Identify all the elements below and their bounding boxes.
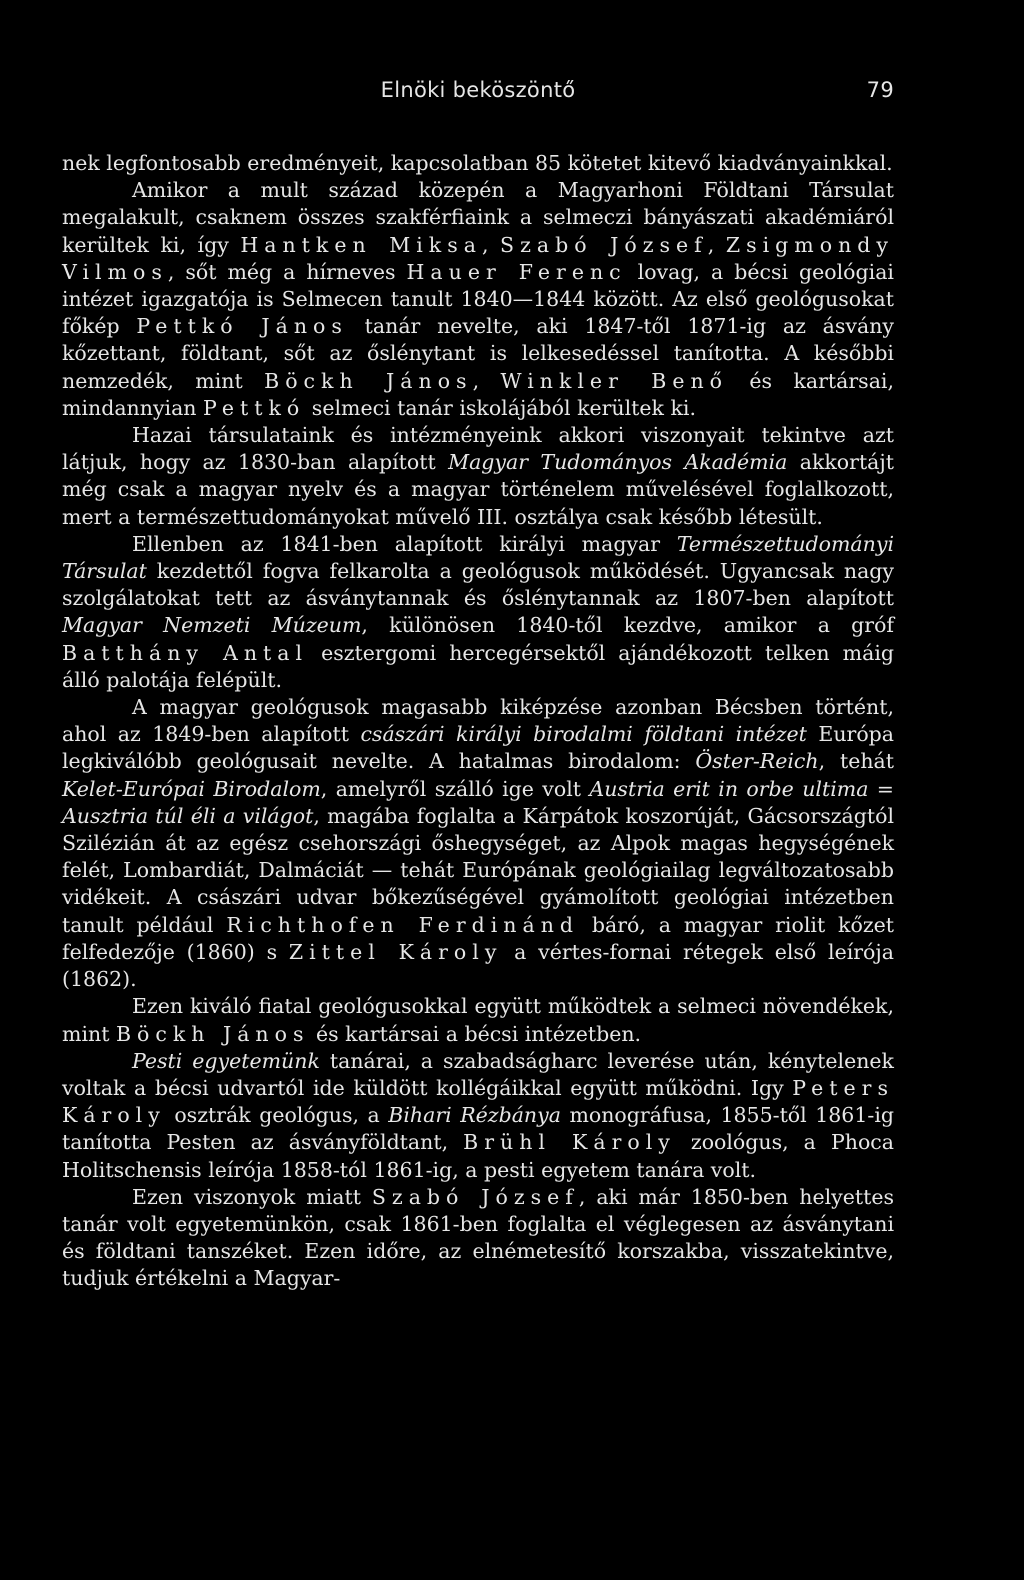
text-run: és kartársai a bécsi intézetben. (309, 1021, 642, 1046)
spaced-name: Pettkó (203, 395, 306, 420)
spaced-name: Szabó József (500, 232, 708, 257)
text-run: , tehát (818, 749, 894, 774)
text-run: és kartársai, mindannyian (62, 368, 894, 420)
text-run: akkortájt még csak a magyar nyelv és a magyar történelem művelésével foglalkozott, mert a természettudományokat művelő III. osztálya csak később létesült. (62, 450, 895, 529)
italic-title: Bihari Rézbánya (388, 1103, 561, 1128)
text-run: , sőt még a hírneves (167, 259, 407, 284)
text-run: , magába foglalta a Kárpátok koszorúját, Gácsországtól Szilézián át az egész csehországi őshegységet, az Alpok magas hegységének felét, Lombardiát, Dalmáciát — tehát Európának geológiailag legváltozatosabb vidékeit. A császári udvar bőkezűségével gyámolított geológiai intézetben tanult például (62, 803, 895, 937)
paragraph (62, 993, 894, 1047)
text-run: monográfusa, 1855-től 1861-ig tanította Pesten az ásványföldtant, (62, 1103, 894, 1155)
body-text (62, 150, 894, 1293)
paragraph (62, 1184, 894, 1293)
text-run: tanár nevelte, aki 1847-től 1871-ig az ásvány kőzettant, földtant, sőt az őslénytant is lelkesedéssel tanította. A későbbi nemzedék, mint (62, 314, 894, 393)
paragraph (62, 531, 894, 694)
spaced-name: Böckh János (115, 1021, 310, 1046)
text-run: osztrák geológus, a (165, 1103, 389, 1128)
text-run: a vértes-fornai rétegek első leírója (1862). (62, 939, 894, 992)
text-run: Európa legkiválóbb geológusait nevelte. A hatalmas birodalom: (62, 722, 895, 774)
spaced-name: Zittel Károly (288, 939, 503, 964)
page-header (62, 76, 894, 110)
paragraph (62, 694, 894, 993)
spaced-name: Winkler Benő (500, 368, 729, 393)
text-run: nek legfontosabb eredményeit, kapcsolatban 85 kötetet kitevő kiadványainkkal. (62, 151, 893, 175)
text-run: , (472, 368, 501, 393)
italic-title: császári királyi birodalmi földtani intézet (360, 722, 807, 747)
italic-title: Kelet-Európai Birodalom (62, 776, 321, 801)
italic-title: Austria erit in orbe ultima = Ausztria túl éli a világot (62, 776, 894, 828)
text-run: esztergomi hercegérsektől ajándékozott telken máig álló palotája felépült. (62, 640, 895, 692)
text-run: selmeci tanár iskolájából kerültek ki. (305, 395, 696, 420)
text-run: , amelyről szálló ige volt (320, 776, 590, 801)
book-page (62, 76, 894, 1566)
italic-title: Természettudományi Társulat (62, 531, 894, 584)
spaced-name: Zsigmondy Vilmos (62, 232, 894, 284)
spaced-name: Pettkó János (136, 314, 348, 339)
spaced-name: Böckh János (264, 368, 473, 393)
text-run: , (707, 232, 726, 257)
italic-title: Pesti egyetemünk (132, 1048, 320, 1073)
italic-title: Magyar Nemzeti Múzeum (62, 613, 362, 638)
page-number: 79 (866, 78, 894, 102)
text-run: Ezen viszonyok miatt (132, 1184, 372, 1209)
text-run: Hazai társulataink és intézményeink akkori viszonyait tekintve azt látjuk, hogy az 1830-ban alapított (62, 423, 894, 475)
text-run: lovag, a bécsi geológiai intézet igazgatója is Selmecen tanult 1840—1844 között. Az első geológusokat főkép (62, 259, 894, 339)
text-run: kezdettől fogva felkarolta a geológusok működését. Ugyancsak nagy szolgálatokat tett az ásványtannak és őslénytannak az 1807-ben alapított (62, 559, 894, 611)
italic-title: Magyar Tudományos Akadémia (448, 450, 788, 475)
spaced-name: Hauer Ferenc (406, 259, 627, 284)
spaced-name: Peters Károly (62, 1075, 894, 1128)
text-run: zoológus, a Phoca Holitschensis leírója 1858-tól 1861-ig, a pesti egyetem tanára volt. (62, 1130, 894, 1182)
text-run: tanárai, a szabadságharc leverése után, kénytelenek voltak a bécsi udvartól ide küldött kollégáikkal együtt működni. Igy (62, 1048, 894, 1100)
text-run: , (481, 232, 501, 257)
running-title: Elnöki beköszöntő (380, 78, 576, 102)
paragraph (62, 150, 894, 177)
text-run: Ellenben az 1841-ben alapított királyi magyar (132, 531, 677, 556)
spaced-name: Hantken Miksa (240, 232, 482, 257)
text-run: , különösen 1840-től kezdve, amikor a gróf (361, 613, 894, 638)
paragraph (62, 177, 894, 422)
text-run: báró, a magyar riolit kőzet felfedezője (1860) s (62, 912, 894, 964)
spaced-name: Szabó József (371, 1184, 579, 1209)
text-run: , aki már 1850-ben helyettes tanár volt egyetemünkön, csak 1861-ben foglalta el véglegesen az ásványtani és földtani tanszéket. Ezen időre, az elnémetesítő korszakba, visszatekintve, tudjuk értékelni a Magyar- (62, 1184, 894, 1291)
italic-title: Öster-Reich (695, 749, 819, 774)
paragraph (62, 422, 894, 531)
spaced-name: Batthány Antal (62, 640, 309, 665)
paragraph (62, 1048, 894, 1184)
spaced-name: Brühl Károly (463, 1130, 676, 1155)
text-run: A magyar geológusok magasabb kiképzése azonban Bécsben történt, ahol az 1849-ben alapított (62, 695, 894, 747)
spaced-name: Richthofen Ferdinánd (226, 912, 580, 937)
text-run: Amikor a mult század közepén a Magyarhoni Földtani Társulat megalakult, csaknem összes szakférfiaink a selmeczi bányászati akadémiáról kerültek ki, így (62, 178, 894, 257)
text-run: Ezen kiváló fiatal geológusokkal együtt működtek a selmeci növendékek, mint (62, 994, 894, 1046)
